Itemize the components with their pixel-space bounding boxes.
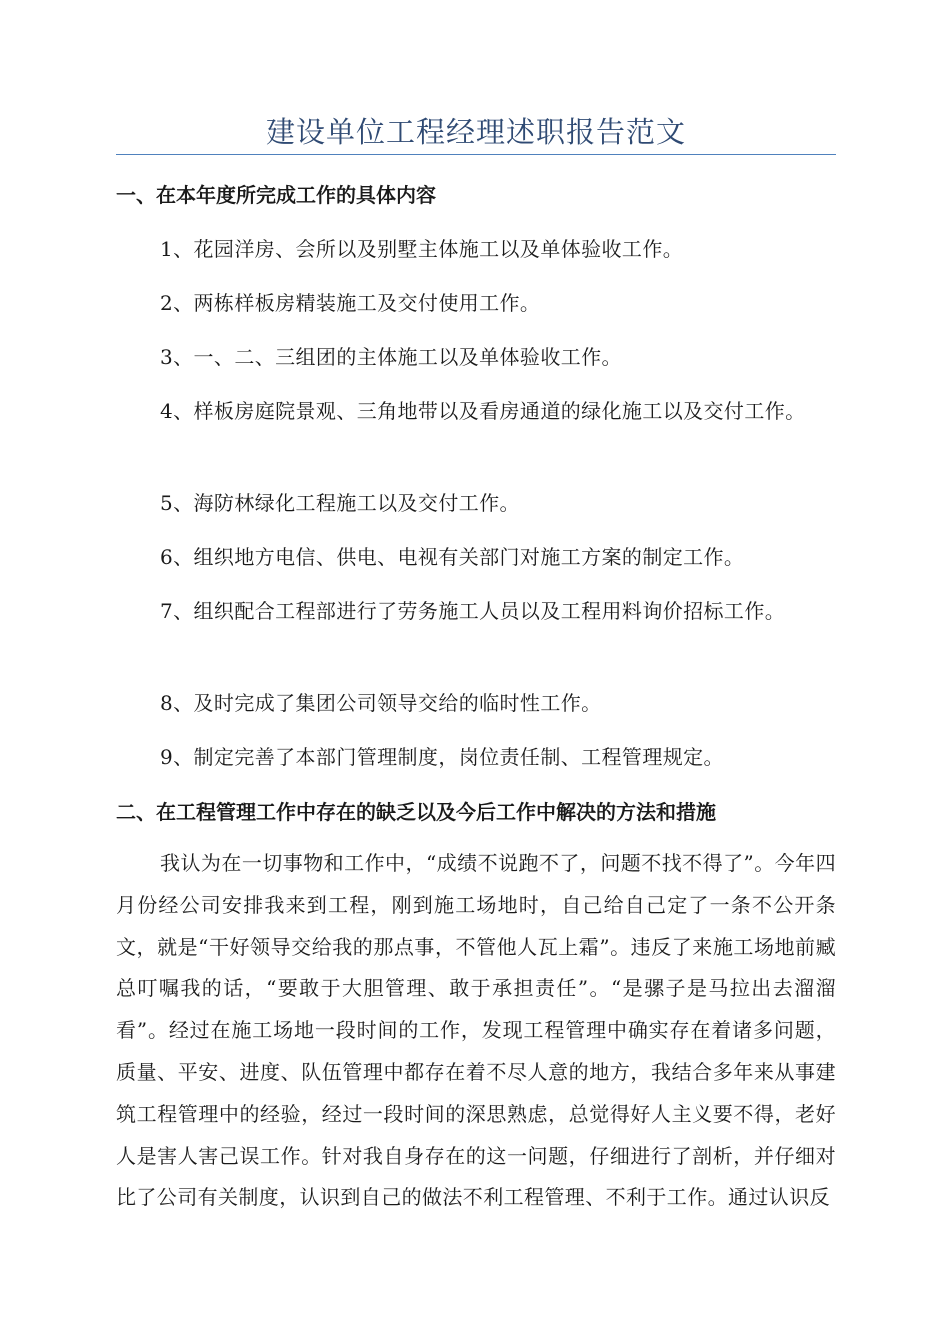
- list-item: 2、两栋样板房精装施工及交付使用工作。: [160, 291, 541, 315]
- list-item: 6、组织地方电信、供电、电视有关部门对施工方案的制定工作。: [160, 545, 745, 569]
- list-item: 4、样板房庭院景观、三角地带以及看房通道的绿化施工以及交付工作。: [160, 399, 806, 423]
- section-2-heading: 二、在工程管理工作中存在的缺乏以及今后工作中解决的方法和措施: [116, 800, 716, 824]
- list-item: 8、及时完成了集团公司领导交给的临时性工作。: [160, 691, 602, 715]
- section-1-heading: 一、在本年度所完成工作的具体内容: [116, 183, 436, 207]
- list-item: 1、花园洋房、会所以及别墅主体施工以及单体验收工作。: [160, 237, 684, 261]
- list-item: 9、制定完善了本部门管理制度，岗位责任制、工程管理规定。: [160, 745, 724, 769]
- list-item: 3、一、二、三组团的主体施工以及单体验收工作。: [160, 345, 622, 369]
- list-item: 5、海防林绿化工程施工以及交付工作。: [160, 491, 520, 515]
- document-title: 建设单位工程经理述职报告范文: [265, 115, 686, 149]
- title-underline: [116, 154, 836, 155]
- body-paragraph: 我认为在一切事物和工作中，“成绩不说跑不了，问题不找不得了”。今年四月份经公司安排我来到工程，刚到施工场地时，自己给自己定了一条不公开条文，就是“干好领导交给我的那点事，不管他人瓦上霜”。违反了来施工场地前臧总叮嘱我的话，“要敢于大胆管理、敢于承担责任”。“是骡子是马拉出去溜溜看”。经过在施工场地一段时间的工作，发现工程管理中确实存在着诸多问题，质量、平安、进度、队伍管理中都存在着不尽人意的地方，我结合多年来从事建筑工程管理中的经验，经过一段时间的深思熟虑，总觉得好人主义要不得，老好人是害人害己误工作。针对我自身存在的这一问题，仔细进行了剖析，并仔细对比了公司有关制度，认识到自己的做法不利工程管理、不利于工作。通过认识反: [116, 851, 836, 1210]
- list-item: 7、组织配合工程部进行了劳务施工人员以及工程用料询价招标工作。: [160, 599, 786, 623]
